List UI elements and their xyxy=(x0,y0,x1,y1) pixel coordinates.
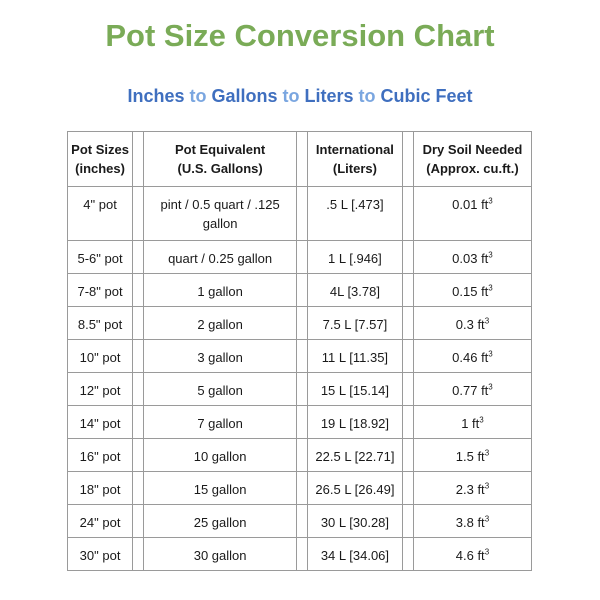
table-row xyxy=(68,406,532,439)
column-gap xyxy=(402,538,413,571)
cell-pot-equivalent xyxy=(144,187,297,241)
column-gap xyxy=(133,132,144,187)
cell-pot-size: 10" pot xyxy=(68,340,133,373)
column-gap xyxy=(133,274,144,307)
conversion-table xyxy=(67,131,532,571)
equivalent-line: gallon xyxy=(202,216,238,231)
cell-pot-equivalent xyxy=(144,307,297,340)
cubic-superscript: 3 xyxy=(488,382,493,392)
column-gap xyxy=(296,241,307,274)
cell-dry-soil xyxy=(413,274,531,307)
equivalent-line: 25 gallon xyxy=(193,515,247,530)
soil-value: 0.46 ft xyxy=(452,350,489,365)
page-subtitle xyxy=(0,86,600,107)
equivalent-line: 30 gallon xyxy=(193,548,247,563)
equivalent-line: 1 gallon xyxy=(197,284,243,299)
column-gap xyxy=(402,340,413,373)
cell-international: 15 L [15.14] xyxy=(308,373,403,406)
header-label: International xyxy=(315,142,394,157)
subtitle-part: Cubic Feet xyxy=(380,86,473,106)
subtitle-part: to xyxy=(277,86,305,106)
cubic-superscript: 3 xyxy=(484,316,490,326)
column-gap xyxy=(133,538,144,571)
cell-dry-soil xyxy=(413,439,531,472)
column-gap xyxy=(402,505,413,538)
column-gap xyxy=(133,505,144,538)
equivalent-line: 5 gallon xyxy=(197,383,243,398)
cubic-superscript: 3 xyxy=(484,481,490,491)
column-gap xyxy=(133,439,144,472)
table-row xyxy=(68,439,532,472)
cell-international: 11 L [11.35] xyxy=(308,340,403,373)
cell-pot-size: 7-8" pot xyxy=(68,274,133,307)
cell-pot-equivalent xyxy=(144,340,297,373)
table-row xyxy=(68,472,532,505)
header-label: Pot Equivalent xyxy=(174,142,266,157)
table-row xyxy=(68,241,532,274)
subtitle-part: to xyxy=(184,86,212,106)
cell-pot-equivalent xyxy=(144,241,297,274)
cell-pot-size: 30" pot xyxy=(68,538,133,571)
soil-value: 0.15 ft xyxy=(452,284,489,299)
equivalent-line: 3 gallon xyxy=(197,350,243,365)
column-gap xyxy=(402,373,413,406)
cell-pot-size: 8.5" pot xyxy=(68,307,133,340)
table-row xyxy=(68,274,532,307)
soil-value: 0.3 ft xyxy=(455,317,485,332)
cell-pot-size: 14" pot xyxy=(68,406,133,439)
cell-international: 26.5 L [26.49] xyxy=(308,472,403,505)
table-header-row xyxy=(68,132,532,187)
equivalent-line: 7 gallon xyxy=(197,416,243,431)
cell-dry-soil xyxy=(413,241,531,274)
cell-international: 1 L [.946] xyxy=(308,241,403,274)
cell-dry-soil xyxy=(413,505,531,538)
cubic-superscript: 3 xyxy=(484,448,490,458)
cubic-superscript: 3 xyxy=(484,514,490,524)
cubic-superscript: 3 xyxy=(488,196,493,206)
column-gap xyxy=(296,472,307,505)
soil-value: 0.03 ft xyxy=(452,251,489,266)
subtitle-part: Gallons xyxy=(211,86,278,106)
cell-dry-soil xyxy=(413,472,531,505)
cubic-superscript: 3 xyxy=(484,547,490,557)
cell-international: 19 L [18.92] xyxy=(308,406,403,439)
column-gap xyxy=(402,307,413,340)
header-label: Dry Soil Needed xyxy=(422,142,523,157)
cell-international: .5 L [.473] xyxy=(308,187,403,241)
column-gap xyxy=(296,406,307,439)
cell-dry-soil xyxy=(413,340,531,373)
subtitle-part: Inches xyxy=(127,86,185,106)
column-gap xyxy=(402,241,413,274)
column-gap xyxy=(402,132,413,187)
header-pot-sizes xyxy=(68,132,133,187)
cell-international: 7.5 L [7.57] xyxy=(308,307,403,340)
column-gap xyxy=(133,340,144,373)
cell-dry-soil xyxy=(413,538,531,571)
soil-value: 4.6 ft xyxy=(455,548,485,563)
cell-international: 4L [3.78] xyxy=(308,274,403,307)
column-gap xyxy=(296,340,307,373)
column-gap xyxy=(133,406,144,439)
soil-value: 0.77 ft xyxy=(452,383,489,398)
soil-value: 1 ft xyxy=(461,416,480,431)
column-gap xyxy=(296,538,307,571)
table-row xyxy=(68,505,532,538)
equivalent-line: 15 gallon xyxy=(193,482,247,497)
column-gap xyxy=(133,373,144,406)
equivalent-line: quart / 0.25 gallon xyxy=(168,251,273,266)
soil-value: 1.5 ft xyxy=(455,449,485,464)
column-gap xyxy=(296,307,307,340)
cell-international: 34 L [34.06] xyxy=(308,538,403,571)
column-gap xyxy=(296,274,307,307)
column-gap xyxy=(296,505,307,538)
column-gap xyxy=(296,187,307,241)
header-international xyxy=(308,132,403,187)
cell-international: 30 L [30.28] xyxy=(308,505,403,538)
soil-value: 2.3 ft xyxy=(455,482,485,497)
cell-dry-soil xyxy=(413,373,531,406)
cell-pot-size: 18" pot xyxy=(68,472,133,505)
subtitle-part: to xyxy=(353,86,381,106)
cubic-superscript: 3 xyxy=(488,283,493,293)
cell-pot-equivalent xyxy=(144,274,297,307)
page-title: Pot Size Conversion Chart xyxy=(105,18,495,53)
cell-pot-equivalent xyxy=(144,439,297,472)
header-pot-equivalent xyxy=(144,132,297,187)
equivalent-line: pint / 0.5 quart / .125 xyxy=(160,197,280,212)
header-sublabel: (inches) xyxy=(75,161,125,176)
header-dry-soil xyxy=(413,132,531,187)
column-gap xyxy=(402,274,413,307)
column-gap xyxy=(133,241,144,274)
column-gap xyxy=(296,132,307,187)
table-row xyxy=(68,340,532,373)
column-gap xyxy=(402,187,413,241)
column-gap xyxy=(296,439,307,472)
column-gap xyxy=(133,472,144,505)
cell-pot-equivalent xyxy=(144,505,297,538)
cell-pot-equivalent xyxy=(144,538,297,571)
equivalent-line: 10 gallon xyxy=(193,449,247,464)
column-gap xyxy=(402,439,413,472)
equivalent-line: 2 gallon xyxy=(197,317,243,332)
cell-pot-size: 4" pot xyxy=(68,187,133,241)
cell-pot-equivalent xyxy=(144,373,297,406)
table-row xyxy=(68,538,532,571)
column-gap xyxy=(402,472,413,505)
header-sublabel: (Approx. cu.ft.) xyxy=(426,161,519,176)
column-gap xyxy=(133,187,144,241)
header-sublabel: (U.S. Gallons) xyxy=(177,161,263,176)
column-gap xyxy=(296,373,307,406)
soil-value: 0.01 ft xyxy=(452,197,489,212)
cell-dry-soil xyxy=(413,307,531,340)
cell-international: 22.5 L [22.71] xyxy=(308,439,403,472)
column-gap xyxy=(402,406,413,439)
column-gap xyxy=(133,307,144,340)
cell-pot-equivalent xyxy=(144,472,297,505)
cubic-superscript: 3 xyxy=(488,349,493,359)
cell-pot-size: 5-6" pot xyxy=(68,241,133,274)
cell-dry-soil xyxy=(413,187,531,241)
cell-pot-size: 16" pot xyxy=(68,439,133,472)
table-row xyxy=(68,373,532,406)
cell-pot-size: 12" pot xyxy=(68,373,133,406)
cubic-superscript: 3 xyxy=(488,250,493,260)
cell-pot-size: 24" pot xyxy=(68,505,133,538)
cubic-superscript: 3 xyxy=(479,415,484,425)
header-sublabel: (Liters) xyxy=(332,161,377,176)
table-row xyxy=(68,307,532,340)
subtitle-part: Liters xyxy=(304,86,354,106)
cell-pot-equivalent xyxy=(144,406,297,439)
table-row xyxy=(68,187,532,241)
cell-dry-soil xyxy=(413,406,531,439)
soil-value: 3.8 ft xyxy=(455,515,485,530)
header-label: Pot Sizes xyxy=(71,142,129,157)
